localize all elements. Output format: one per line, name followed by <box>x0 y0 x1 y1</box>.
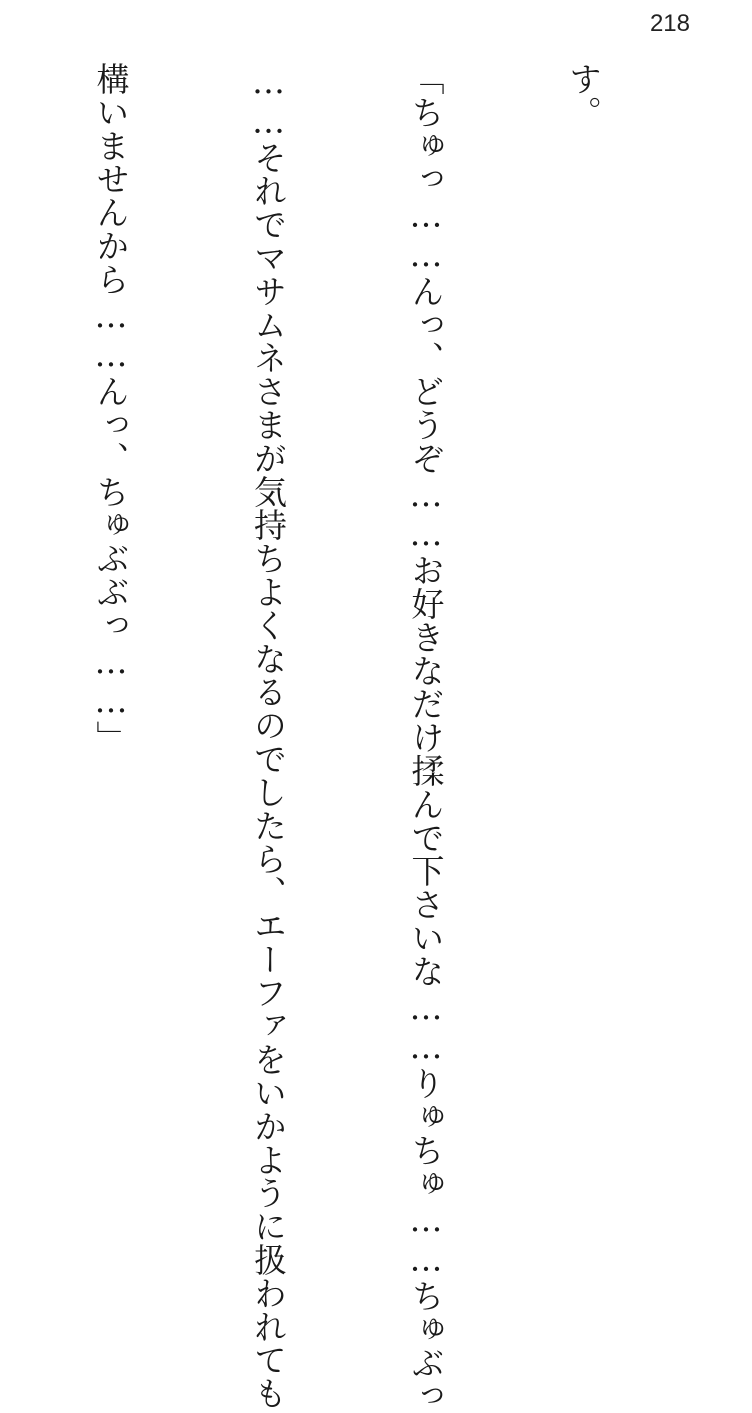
vertical-text-body <box>0 62 714 1413</box>
text-line: 「ちゅっ……んっ、どうぞ……お好きなだけ揉んで下さいな……りゅちゅ……ちゅぶっ <box>406 62 446 1413</box>
page-number: 218 <box>649 10 690 37</box>
text-line: ……それでマサムネさまが気持ちよくなるのでしたら、エーファをいかように扱われても <box>249 62 288 1410</box>
text-line: 構いませんから……んっ、ちゅぶぶっ……」 <box>91 62 131 754</box>
text-line: す。 <box>564 62 603 129</box>
